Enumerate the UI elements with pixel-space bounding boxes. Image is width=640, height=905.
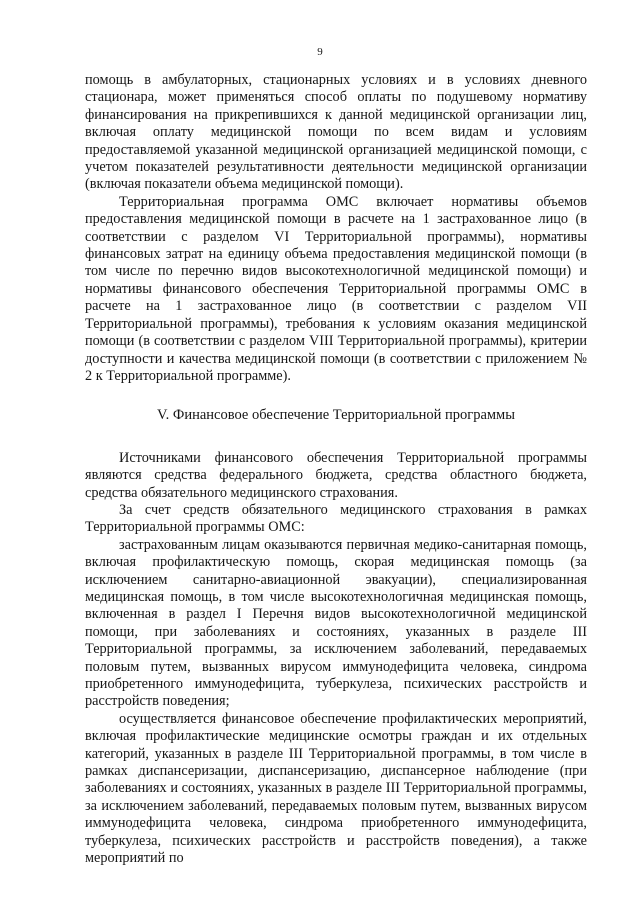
preventive-funding-paragraph: осуществляется финансовое обеспечение профилактических мероприятий, включая профилактические медицинские осмотры граждан и их отдельных категорий, указанных в разделе III Территориальной программы, в том числе в рамках диспансеризации, диспансеризацию, диспансерное наблюдение (при заболеваниях и состояниях, указанных в разделе III Территориальной программы, за исключением заболеваний, передаваемых половым путем, вызванных вирусом иммунодефицита человека, синдрома приобретенного иммунодефицита, туберкулеза, психических расстройств и расстройств поведения), а также мероприятий по [85, 710, 587, 867]
page-number: 9 [317, 46, 323, 58]
oms-intro-paragraph: За счет средств обязательного медицинского страхования в рамках Территориальной программы ОМС: [85, 501, 587, 536]
continuation-paragraph: помощь в амбулаторных, стационарных условиях и в условиях дневного стационара, может применяться способ оплаты по подушевому нормативу финансирования на прикрепившихся к данной медицинской организации лиц, включая оплату медицинской помощи по всем видам и условиям предоставляемой указанной медицинской организацией медицинской помощи, с учетом показателей результативности деятельности медицинской организации (включая показатели объема медицинской помощи). [85, 72, 587, 193]
program-standards-paragraph: Территориальная программа ОМС включает нормативы объемов предоставления медицинской помощи в расчете на 1 застрахованное лицо (в соответствии с разделом VI Территориальной программы), нормативы финансовых затрат на единицу объема предоставления медицинской помощи (в том числе по перечню видов высокотехнологичной медицинской помощи) и нормативы финансового обеспечения Территориальной программы ОМС в расчете на 1 застрахованное лицо (в соответствии с разделом VII Территориальной программы), требования к условиям оказания медицинской помощи (в соответствии с разделом VIII Территориальной программы), критерии доступности и качества медицинской помощи (в соответствии с приложением № 2 к Территориальной программе). [85, 193, 587, 384]
document-body [85, 72, 587, 867]
section-heading: V. Финансовое обеспечение Территориальной программы [157, 407, 515, 424]
funding-sources-paragraph: Источниками финансового обеспечения Территориальной программы являются средства федерального бюджета, средства областного бюджета, средства обязательного медицинского страхования. [85, 449, 587, 501]
insured-care-paragraph: застрахованным лицам оказываются первичная медико-санитарная помощь, включая профилактическую помощь, скорая медицинская помощь (за исключением санитарно-авиационной эвакуации), специализированная медицинская помощь, в том числе высокотехнологичная медицинская помощь, включенная в раздел I Перечня видов высокотехнологичной медицинской помощи, при заболеваниях и состояниях, указанных в разделе III Территориальной программы, за исключением заболеваний, передаваемых половым путем, вызванных вирусом иммунодефицита человека, синдрома приобретенного иммунодефицита, туберкулеза, психических расстройств и расстройств поведения; [85, 536, 587, 710]
